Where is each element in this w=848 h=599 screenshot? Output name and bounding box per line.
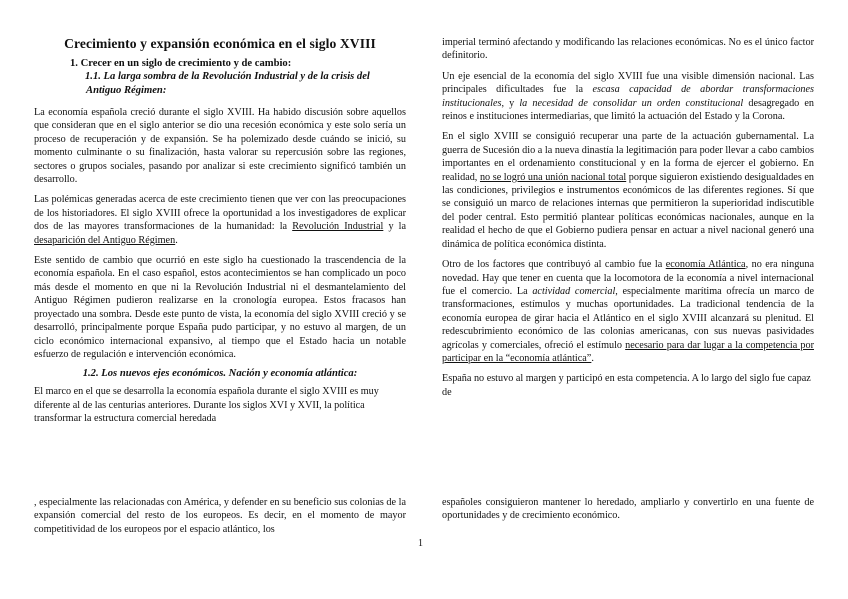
right-paragraph-4 — [442, 258, 814, 365]
right-paragraph-3 — [442, 130, 814, 251]
text-run: desagregado en reinos e instituciones intermediarias, que limitó la actuación del Estado y la Corona. — [442, 97, 815, 123]
underlined-term: necesario para dar lugar a la competencia por participar en la “economía atlántica” — [442, 339, 814, 364]
left-column — [34, 30, 406, 433]
section-heading-1-2: 1.2. Los nuevos ejes económicos. Nación y economía atlántica: — [82, 368, 358, 380]
left-paragraph-2 — [34, 193, 406, 247]
text-run: , no era ninguna novedad. Hay que tener en cuenta que la locomotora de la economía a nivel internacional fue el comercio. La — [442, 259, 814, 297]
text-run: Un eje esencial de la economía del siglo XVIII fue una visible dimensión nacional. Las principales dificultades fue la — [442, 70, 814, 96]
underlined-term: economía Atlántica — [665, 259, 746, 271]
underlined-term: no se logró una unión nacional total — [479, 171, 627, 183]
text-run: En el siglo XVIII se consiguió recuperar una parte de la actuación gubernamental. La guerra de Sucesión dio a la nueva dinastía la legitimación para poder llevar a cabo cambios importantes en el ordenamiento constitucional y en la forma de ejercer el gobierno. En realidad, — [442, 131, 814, 183]
bottom-right-paragraph: españoles consiguieron mantener lo heredado, ampliarlo y convertirlo en una fuente de oportunidades y de crecimiento económico. — [442, 497, 814, 522]
right-paragraph-2 — [442, 70, 814, 124]
text-run: porque siguieron existiendo desigualdades en las condiciones, privilegios e instrumentos económicos de las diferentes regiones. Sí que se consiguió un marco de relaciones internas que permitieron la superioridad indiscutible del poder central. Esto permitió plantear políticas económicas nacionales, aunque en la realidad el hecho de que el Gobierno pudiera pensar en actuar a nivel nacional generó una dinámica de política económica distinta. — [442, 171, 814, 250]
right-column — [442, 36, 814, 406]
left-paragraph-3: Este sentido de cambio que ocurrió en este siglo ha cuestionado la trascendencia de la economía española. En el caso español, estos acontecimientos se han complicado un poco más desde el momento en que ni la Revolución Industrial ni el desmantelamiento del Antiguo Régimen pudieron realizarse en la cronología europea. Estos fracasos han proyectado una sombra. Desde este punto de vista, la economía del siglo XVIII creció y se desarrolló, principalmente porque España pudo participar, y no estuvo al margen, de un ciclo económico internacional expansivo, al tiempo que el Estado hacia un notable esfuerzo de regulación e intervención económica. — [34, 255, 406, 360]
text-run: , especialmente marítima ofrecía un marco de transformaciones, estímulos y muchas oportunidades. La tradicional tendencia de la economía europea de girar hacia el Atlántico en el siglo XVIII alcanzará su plenitud. El redescubrimiento económico de las colonias americanas, con sus nuevas pasividades agrícolas y comerciales, ofreció el estímulo — [442, 285, 814, 351]
italic-term: actividad comercial — [532, 285, 616, 297]
text-run: . — [591, 352, 594, 364]
page-number: 1 — [418, 538, 423, 549]
italic-term: la necesidad de consolidar un orden constitucional — [519, 97, 744, 109]
bottom-left-block — [34, 496, 406, 543]
underlined-term: desaparición del Antiguo Régimen — [34, 234, 176, 246]
text-run: y la — [383, 221, 407, 233]
text-run: Las polémicas generadas acerca de este crecimiento tienen que ver con las preocupaciones de los historiadores. El siglo XVIII ofrece la oportunidad a los investigadores de explicar dos de las mayores transformaciones de la humanidad: la — [34, 194, 406, 233]
text-run: , y — [501, 97, 520, 109]
section-heading-1-1: 1.1. La larga sombra de la Revolución Industrial y de la crisis del Antiguo Régimen: — [85, 71, 370, 96]
section-heading-1: 1. Crecer en un siglo de crecimiento y de cambio: — [70, 58, 292, 69]
underlined-term: Revolución Industrial — [292, 221, 384, 233]
bottom-right-block — [442, 496, 814, 530]
right-paragraph-1: imperial terminó afectando y modificando las relaciones económicas. No es el único factor definitorio. — [442, 37, 814, 62]
text-run: . — [175, 234, 178, 246]
italic-term: escasa capacidad de abordar transformaciones institucionales — [442, 84, 814, 109]
bottom-left-paragraph: , especialmente las relacionadas con América, y defender en su beneficio sus colonias de la expansión comercial del resto de los europeos. Es decir, en el momento de mayor competitividad de los europeos por el espacio atlántico, los — [34, 497, 406, 535]
left-paragraph-1: La economía española creció durante el siglo XVIII. Ha habido discusión sobre aquellos que consideran que en el siglo anterior se dio una recesión económica y este solo sería un proceso de recuperación y de expansión. Se ha polemizado desde cuándo se inició, su momento culminante o su finalización, hasta valorar su repercusión sobre las regiones, sectores o grupos sociales, pasando por analizar si este crecimiento significó también un desarrollo. — [34, 107, 406, 186]
left-paragraph-4: El marco en el que se desarrolla la economía española durante el siglo XVIII es muy diferente al de las centurias anteriores. Durante los siglos XVI y XVII, la política transformar la estructura comercial heredada — [34, 386, 379, 425]
text-run: Otro de los factores que contribuyó al cambio fue la — [442, 259, 666, 271]
document-title: Crecimiento y expansión económica en el siglo XVIII — [64, 36, 376, 51]
right-paragraph-5: España no estuvo al margen y participó en esta competencia. A lo largo del siglo fue capaz de — [442, 373, 811, 398]
